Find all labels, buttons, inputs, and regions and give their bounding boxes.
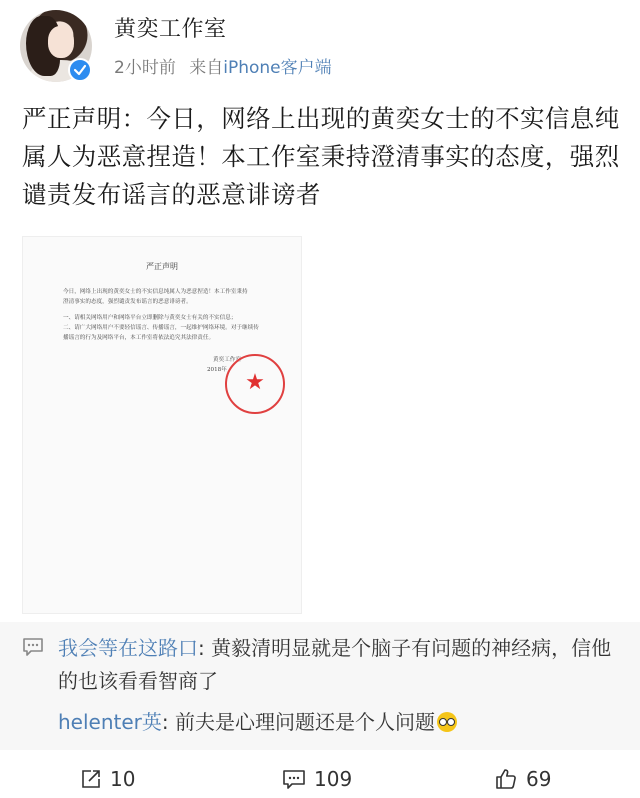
action-bar xyxy=(0,760,640,798)
source-prefix: 来自 xyxy=(189,58,224,78)
avatar-face xyxy=(48,26,74,58)
comment-separator: : xyxy=(198,636,212,660)
document-line: 二、请广大网络用户不要轻信谣言、传播谣言，一起维护网络环境。对于继续传 xyxy=(63,325,259,331)
seal-star-icon: ★ xyxy=(245,370,265,395)
comment-count: 109 xyxy=(314,767,353,791)
comment-text: 黄毅清明显就是个脑子有问题的神经病，信他的也该看看智商了 xyxy=(58,636,612,693)
red-seal-stamp-icon xyxy=(225,354,285,414)
post-header xyxy=(0,0,640,95)
post-time: 2小时前 xyxy=(114,58,176,78)
comment-author[interactable]: 我会等在这路口 xyxy=(58,636,198,660)
comment-text: 前夫是心理问题还是个人问题 xyxy=(175,710,435,734)
verified-badge-icon xyxy=(68,58,92,82)
comment-item xyxy=(58,706,618,739)
document-line: 澄清事实的态度，强烈谴责发布谣言的恶意诽谤者。 xyxy=(63,299,192,305)
post-text: 严正声明：今日，网络上出现的黄奕女士的不实信息纯属人为恶意捏造！本工作室秉持澄清事实的态度，强烈谴责发布谣言的恶意诽谤者 xyxy=(22,104,620,209)
document-signature: 黄奕工作室 xyxy=(213,357,241,363)
post-meta xyxy=(114,53,332,78)
comment-preview[interactable] xyxy=(0,622,640,750)
comment-button[interactable] xyxy=(282,760,352,798)
account-name[interactable]: 黄奕工作室 xyxy=(114,17,227,42)
document-line: 今日，网络上出现的黄奕女士的不实信息纯属人为恶意捏造！本工作室秉持 xyxy=(63,289,248,295)
comment-icon xyxy=(282,768,306,790)
document-line: 一、请相关网络用户和网络平台立即删除与黄奕女士有关的不实信息； xyxy=(63,315,237,321)
like-count: 69 xyxy=(526,767,552,791)
repost-icon xyxy=(80,768,102,790)
comment-author[interactable]: helenter英 xyxy=(58,710,162,734)
document-title: 严正声明 xyxy=(146,262,178,271)
comment-separator: : xyxy=(161,710,175,734)
statement-image[interactable] xyxy=(22,236,302,614)
repost-count: 10 xyxy=(110,767,136,791)
document-line: 播谣言的行为及网络平台，本工作室将依法追究其法律责任。 xyxy=(63,335,215,341)
repost-button[interactable] xyxy=(80,760,135,798)
nerd-face-emoji-icon xyxy=(437,712,457,732)
like-button[interactable] xyxy=(494,760,551,798)
comment-bubble-icon xyxy=(22,636,44,658)
thumbs-up-icon xyxy=(494,767,518,791)
document-date: 2018年 xyxy=(207,367,227,373)
source-client[interactable]: iPhone客户端 xyxy=(223,58,332,78)
comment-item xyxy=(58,632,618,698)
